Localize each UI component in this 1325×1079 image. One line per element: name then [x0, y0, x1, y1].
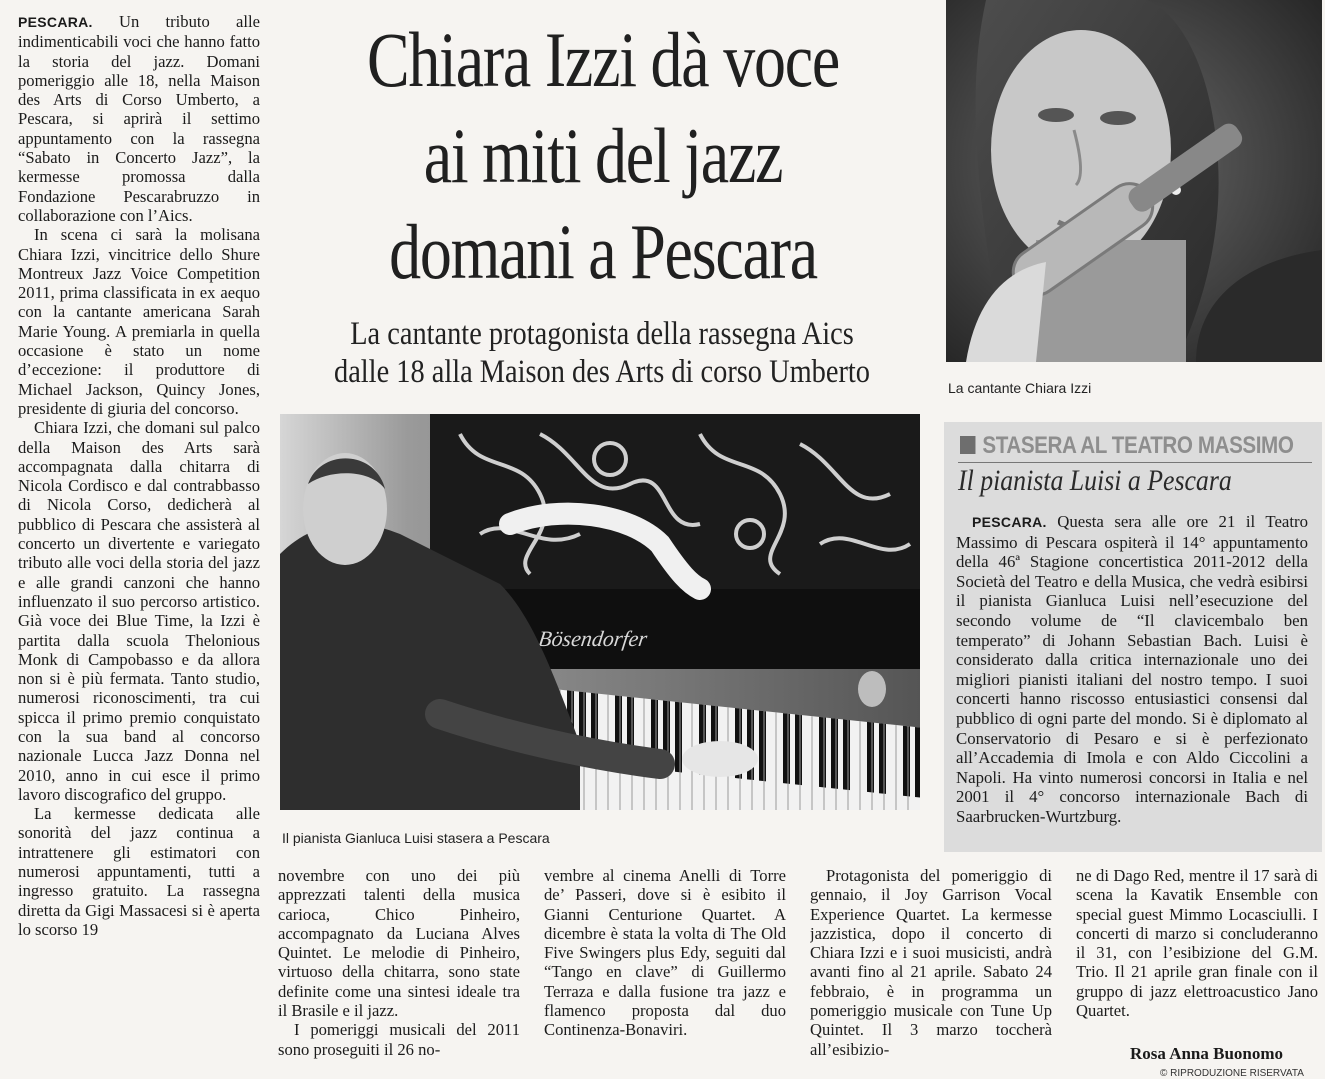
- paragraph: vembre al cinema Anelli di Torre de’ Passeri, dove si è esibito il Gianni Centurione Quartet. A dicembre è stata la volta di The Old Five Swingers plus Edy, seguiti dal “Tango en clave” di Guillermo Terraza e dalla fusione tra jazz e flamenco proposta dal duo Continenza-Bonaviri.: [544, 866, 786, 1040]
- sidebar-kicker: [960, 432, 1293, 460]
- left-column: [18, 12, 260, 1074]
- copyright-notice: © RIPRODUZIONE RISERVATA: [1160, 1068, 1304, 1079]
- sidebar-title: Il pianista Luisi a Pescara: [958, 464, 1232, 497]
- sidebar-rule: [958, 462, 1312, 463]
- paragraph: Protagonista del pomeriggio di gennaio, il Joy Garrison Vocal Experience Quartet. La kermesse jazzistica, dopo il concerto di Chiara Izzi e i suoi musicisti, andrà avanti fino al 21 aprile. Sabato 24 febbraio, è in programma un pomeriggio musicale con Tune Up Quintet. Il 3 marzo toccherà all’esibizio-: [810, 866, 1052, 1059]
- subheadline-line: dalle 18 alla Maison des Arts di corso Umberto: [334, 354, 870, 390]
- piano-brand-label: Bösendorfer: [536, 626, 649, 651]
- bottom-column-3: [810, 866, 1052, 1078]
- bottom-column-2: [544, 866, 786, 1078]
- dateline: PESCARA.: [972, 514, 1047, 530]
- paragraph: ne di Dago Red, mentre il 17 sarà di scena la Kavatik Ensemble con special guest Mimmo Locasciulli. I concerti di marzo si concluderanno il 31, con l’esibizione del G.M. Trio. Il 21 aprile gran finale con il gruppo di jazz elettroacustico Jano Quartet.: [1076, 866, 1318, 1021]
- piano-black-key: [867, 722, 874, 793]
- author-signature: Rosa Anna Buonomo: [1130, 1044, 1284, 1063]
- headline-line: Chiara Izzi dà voce: [366, 16, 840, 103]
- singer-photo-image: [946, 0, 1322, 362]
- singer-photo: [946, 0, 1322, 362]
- piano-black-key: [879, 723, 886, 794]
- paragraph: In scena ci sarà la molisana Chiara Izzi, vincitrice dello Shure Montreux Jazz Voice Competition 2011, prima classificata in ex aequo con la cantante americana Sarah Marie Young. A premiarla in quella occasione è stato un nome d’eccezione: il produttore di Michael Jackson, Quincy Jones, presidente di giuria del concorso.: [18, 225, 260, 418]
- paragraph: Chiara Izzi, che domani sul palco della Maison des Arts sarà accompagnata dalla chitarra di Nicola Cordisco e dal contrabbasso di Nicola Corso, dedicherà al pubblico di Pescara che assisterà al concerto un divertente e variegato tributo alle voci della storia del jazz e alle grandi canzoni che hanno influenzato il suo percorso artistico. Già voce dei Blue Time, la Izzi è partita dalla scuola Thelonious Monk di Campobasso e da allora non si è più fermata. Tanto studio, numerosi riconoscimenti, tra cui spicca il primo premio conquistato con la sua band al concorso nazionale Lucca Jazz Donna nel 2010, anno in cui esce il primo lavoro discografico del gruppo.: [18, 418, 260, 804]
- paragraph: novembre con uno dei più apprezzati talenti della musica carioca, Chico Pinheiro, accompagnato da Luciana Alves Quintet. Le melodie di Pinheiro, virtuoso della chitarra, sono state definite come una sintesi ideale tra il Brasile e il jazz.: [278, 866, 520, 1021]
- pianist-photo-caption: Il pianista Gianluca Luisi stasera a Pescara: [282, 830, 550, 846]
- square-bullet-icon: [960, 436, 975, 454]
- paragraph: [956, 512, 1308, 827]
- paragraph: La kermesse dedicata alle sonorità del jazz continua a intrattenere gli estimatori con numerosi appuntamenti, tutti a ingresso gratuito. La rassegna diretta da Gigi Massacesi si è aperta lo scorso 19: [18, 804, 260, 939]
- piano-black-key: [831, 718, 838, 789]
- piano-black-key: [843, 719, 850, 790]
- dateline: PESCARA.: [18, 14, 93, 30]
- pianist-photo: [280, 414, 920, 810]
- headline-line: ai miti del jazz: [423, 112, 783, 199]
- headline: [328, 12, 877, 300]
- subheadline: [310, 315, 895, 391]
- pianist-photo-image: [280, 414, 920, 810]
- subheadline-line: La cantante protagonista della rassegna Aics: [350, 316, 854, 352]
- piano-black-key: [819, 717, 826, 788]
- paragraph: I pomeriggi musicali del 2011 sono proseguiti il 26 no-: [278, 1020, 520, 1059]
- bottom-column-1: [278, 866, 520, 1078]
- piano-black-key: [795, 714, 802, 785]
- paragraph-text: Un tributo alle indimenticabili voci che hanno fatto la storia del jazz. Domani pomeriggio alle 18, nella Maison des Arts di Corso Umberto, a Pescara, si aprirà il settimo appuntamento con la rassegna “Sabato in Concerto Jazz”, la kermesse promossa dalla Fondazione Pescarabruzzo in collaborazione con l’Aics.: [18, 12, 260, 225]
- sidebar-body: [956, 512, 1308, 842]
- piano-black-key: [915, 727, 920, 798]
- piano-black-key: [675, 702, 682, 773]
- piano-black-key: [783, 713, 790, 784]
- singer-photo-caption: La cantante Chiara Izzi: [948, 380, 1092, 396]
- piano-black-key: [759, 711, 766, 782]
- bottom-column-4: [1076, 866, 1318, 1042]
- paragraph: [18, 12, 260, 225]
- piano-black-key: [903, 726, 910, 797]
- paragraph-text: Questa sera alle ore 21 il Teatro Massimo di Pescara ospiterà il 14° appuntamento della 46ª Stagione concertistica 2011-2012 della Società del Teatro e della Musica, che vedrà esibirsi il pianista Gianluca Luisi nell’esecuzione del secondo volume de “Il clavicembalo ben temperato” di Johann Sebastian Bach. Luisi è considerato dalla critica internazionale uno dei migliori pianisti italiani del nostro tempo. I suoi concerti hanno riscosso entusiastici consensi dal pubblico di ogni parte del mondo. Si è diplomato al Conservatorio di Pesaro e si è perfezionato all’Accademia di Imola e con Aldo Ciccolini a Napoli. Ha vinto numerosi concorsi in Italia e nel 2001 il 4° concorso internazionale Bach di Saarbrucken-Wurtzburg.: [956, 512, 1308, 826]
- sidebar-kicker-text: STASERA AL TEATRO MASSIMO: [982, 432, 1294, 459]
- headline-line: domani a Pescara: [389, 208, 817, 295]
